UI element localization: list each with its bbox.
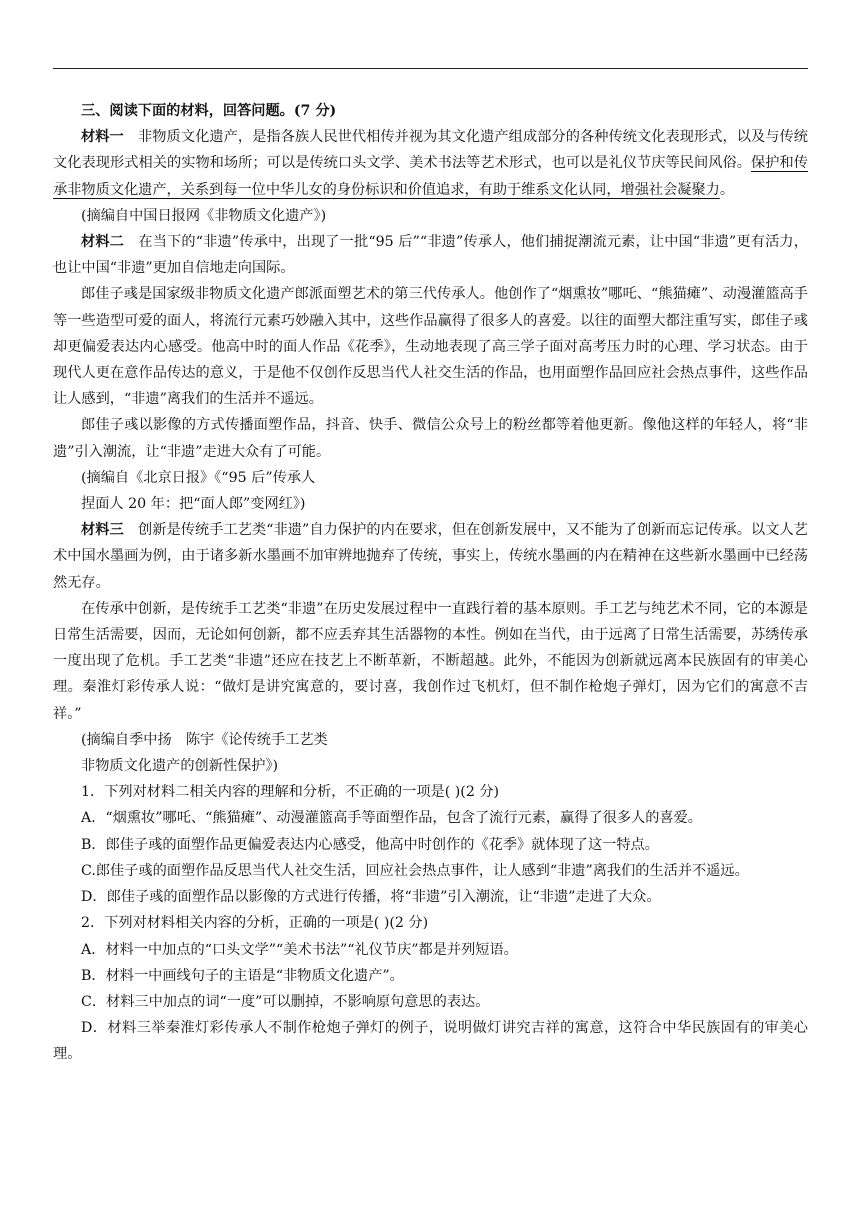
material-1: 材料一 非物质文化遗产，是指各族人民世代相传并视为其文化遗产组成部分的各种传统文化表现形式，以及与传统文化表现形式相关的实物和场所；可以是传统口头文学、美术书法等艺术形式，也可以是礼仪节庆等民间风俗。保护和传承非物质文化遗产，关系到每一位中华儿女的身份标识和价值追求，有助于维系文化认同，增强社会凝聚力。 bbox=[53, 129, 808, 198]
material-2-label: 材料二 bbox=[81, 234, 125, 251]
material-3-source-line-1: (摘编自季中扬 陈宇《论传统手工艺类 bbox=[81, 731, 328, 748]
material-3-paragraph-1: 材料三 创新是传统手工艺类“非遗”自力保护的内在要求，但在创新发展中，又不能为了创新而忘记传承。以文人艺术中国水墨画为例，由于诸多新水墨画不加审辨地抛弃了传统，事实上，传统水墨画的内在精神在这些新水墨画中已经荡然无存。 bbox=[53, 522, 808, 591]
header-rule bbox=[53, 68, 808, 69]
section-title: 三、阅读下面的材料，回答问题。(7 分) bbox=[81, 103, 337, 119]
underlined-sentence: 保护和传承非物质文化遗产，关系到每一位中华儿女的身份标识和价值追求，有助于维系文化认同，增强社会凝聚力 bbox=[53, 155, 808, 198]
question-1-option-c[interactable]: C.郎佳子彧的面塑作品反思当代人社交生活，回应社会热点事件，让人感到“非遗”离我们的生活并不遥远。 bbox=[81, 862, 749, 879]
dotted-term: 美术书法 bbox=[409, 155, 467, 172]
material-2-paragraph-3: 郎佳子彧以影像的方式传播面塑作品，抖音、快手、微信公众号上的粉丝都等着他更新。像他这样的年轻人，将“非遗”引入潮流，让“非遗”走进大众有了可能。 bbox=[53, 417, 808, 460]
question-1-option-a[interactable]: A．“烟熏妆”哪吒、“熊猫瘫”、动漫灌篮高手等面塑作品，包含了流行元素，赢得了很多人的喜爱。 bbox=[81, 810, 702, 827]
material-1-label: 材料一 bbox=[81, 129, 124, 146]
question-2-option-d[interactable]: D．材料三举秦淮灯彩传承人不制作枪炮子弹灯的例子，说明做灯讲究吉祥的寓意，这符合中华民族固有的审美心理。 bbox=[53, 1020, 808, 1063]
material-2-source-line-1: (摘编自《北京日报》《“95 后”传承人 bbox=[81, 469, 316, 486]
question-2-stem: 2．下列对材料相关内容的分析，正确的一项是( )(2 分) bbox=[81, 915, 429, 932]
question-2-option-a[interactable]: A．材料一中加点的“口头文学”“美术书法”“礼仪节庆”都是并列短语。 bbox=[81, 941, 518, 958]
question-1-stem: 1．下列对材料二相关内容的理解和分析，不正确的一项是( )(2 分) bbox=[81, 784, 500, 801]
question-1-option-b[interactable]: B．郎佳子彧的面塑作品更偏爱表达内心感受，他高中时创作的《花季》就体现了这一特点。 bbox=[81, 836, 659, 853]
dotted-term: 礼仪节庆 bbox=[608, 155, 666, 172]
question-2-option-c[interactable]: C．材料三中加点的词“一度”可以删掉，不影响原句意思的表达。 bbox=[81, 993, 490, 1010]
material-3-label: 材料三 bbox=[81, 522, 124, 539]
material-2-paragraph-1: 材料二 在当下的“非遗”传承中，出现了一批“95 后”“非遗”传承人，他们捕捉潮流元素，让中国“非遗”更有活力，也让中国“非遗”更加自信地走向国际。 bbox=[53, 234, 808, 277]
material-3-paragraph-2: 在传承中创新，是传统手工艺类“非遗”在历史发展过程中一直践行着的基本原则。手工艺与纯艺术不同，它的本源是日常生活需要，因而，无论如何创新，都不应丢弃其生活器物的本性。例如在当代，由于远离了日常生活需要，苏绣传承一度出现了危机。手工艺类“非遗”还应在技艺上不断革新，不断超越。此外，不能因为创新就远离本民族固有的审美心理。秦淮灯彩传承人说：“做灯是讲究寓意的，要讨喜，我创作过飞机灯，但不制作枪炮子弹灯，因为它们的寓意不吉祥。” bbox=[53, 600, 808, 722]
dotted-term: 一度 bbox=[53, 653, 83, 670]
material-2-source-line-2: 捏面人 20 年：把“面人郎”变网红》) bbox=[81, 496, 306, 513]
question-1-option-d[interactable]: D．郎佳子彧的面塑作品以影像的方式进行传播，将“非遗”引入潮流，让“非遗”走进了大众。 bbox=[81, 889, 661, 906]
material-3-source-line-2: 非物质文化遗产的创新性保护》) bbox=[81, 758, 279, 775]
material-1-source: (摘编自中国日报网《非物质文化遗产》) bbox=[81, 207, 327, 224]
dotted-term: 口头文学 bbox=[337, 155, 395, 172]
question-2-option-b[interactable]: B．材料一中画线句子的主语是“非物质文化遗产”。 bbox=[81, 967, 404, 984]
document-body bbox=[53, 98, 808, 1068]
material-2-paragraph-2: 郎佳子彧是国家级非物质文化遗产郎派面塑艺术的第三代传承人。他创作了“烟熏妆”哪吒、“熊猫瘫”、动漫灌篮高手等一些造型可爱的面人，将流行元素巧妙融入其中，这些作品赢得了很多人的喜爱。以往的面塑大都注重写实，郎佳子彧却更偏爱表达内心感受。他高中时的面人作品《花季》，生动地表现了高三学子面对高考压力时的心理、学习状态。由于现代人更在意作品传达的意义，于是他不仅创作反思当代人社交生活的作品，也用面塑作品回应社会热点事件，这些作品让人感到，“非遗”离我们的生活并不遥远。 bbox=[53, 286, 808, 408]
